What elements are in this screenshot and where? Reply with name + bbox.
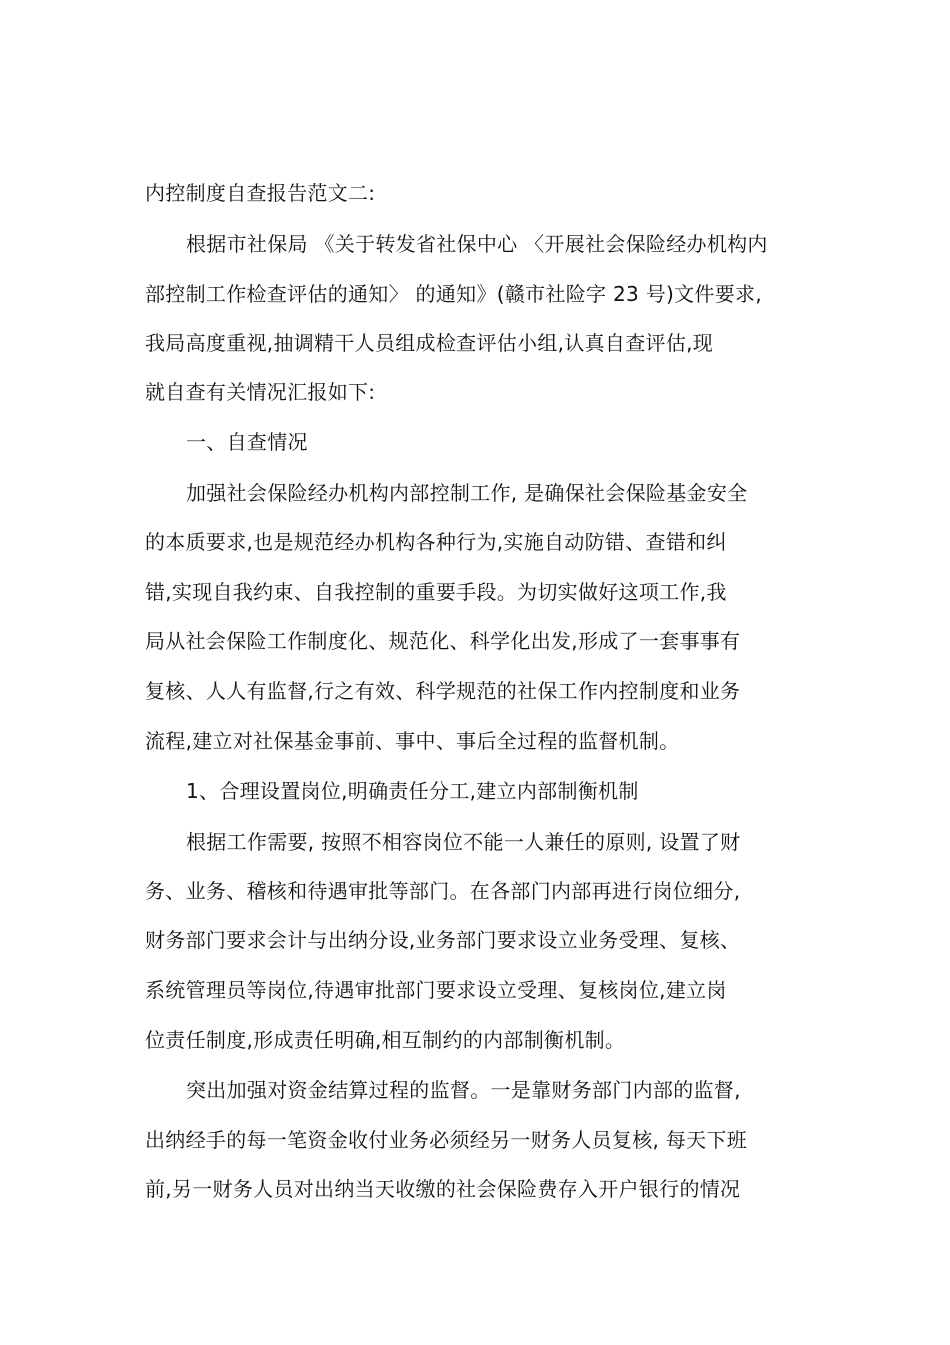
paragraph-line: 的本质要求,也是规范经办机构各种行为,实施自动防错、查错和纠: [145, 530, 727, 554]
paragraph-line: 务、业务、稽核和待遇审批等部门。在各部门内部再进行岗位细分,: [145, 879, 741, 903]
section-heading: 一、自查情况: [186, 430, 308, 454]
paragraph-line: 就自查有关情况汇报如下:: [145, 380, 376, 404]
paragraph-line: 位责任制度,形成责任明确,相互制约的内部制衡机制。: [145, 1028, 626, 1052]
paragraph-line: 错,实现自我约束、自我控制的重要手段。为切实做好这项工作,我: [145, 580, 727, 604]
paragraph-line: 部控制工作检查评估的通知〉 的通知》(赣市社险字 23 号)文件要求,: [145, 282, 762, 306]
document-title: 内控制度自查报告范文二:: [145, 181, 376, 205]
paragraph-line: 加强社会保险经办机构内部控制工作, 是确保社会保险基金安全: [186, 481, 748, 505]
paragraph-line: 复核、人人有监督,行之有效、科学规范的社保工作内控制度和业务: [145, 679, 741, 703]
paragraph-line: 根据工作需要, 按照不相容岗位不能一人兼任的原则, 设置了财: [186, 830, 741, 854]
paragraph-line: 财务部门要求会计与出纳分设,业务部门要求设立业务受理、复核、: [145, 928, 741, 952]
paragraph-line: 局从社会保险工作制度化、规范化、科学化出发,形成了一套事事有: [145, 629, 741, 653]
paragraph-line: 突出加强对资金结算过程的监督。一是靠财务部门内部的监督,: [186, 1078, 741, 1102]
paragraph-line: 出纳经手的每一笔资金收付业务必须经另一财务人员复核, 每天下班: [145, 1128, 748, 1152]
paragraph-line: 系统管理员等岗位,待遇审批部门要求设立受理、复核岗位,建立岗: [145, 978, 727, 1002]
paragraph-line: 流程,建立对社保基金事前、事中、事后全过程的监督机制。: [145, 729, 680, 753]
paragraph-line: 我局高度重视,抽调精干人员组成检查评估小组,认真自查评估,现: [145, 331, 714, 355]
paragraph-line: 前,另一财务人员对出纳当天收缴的社会保险费存入开户银行的情况: [145, 1177, 741, 1201]
subsection-heading: 1、合理设置岗位,明确责任分工,建立内部制衡机制: [186, 779, 639, 803]
paragraph-line: 根据市社保局 《关于转发省社保中心 〈开展社会保险经办机构内: [186, 232, 768, 256]
